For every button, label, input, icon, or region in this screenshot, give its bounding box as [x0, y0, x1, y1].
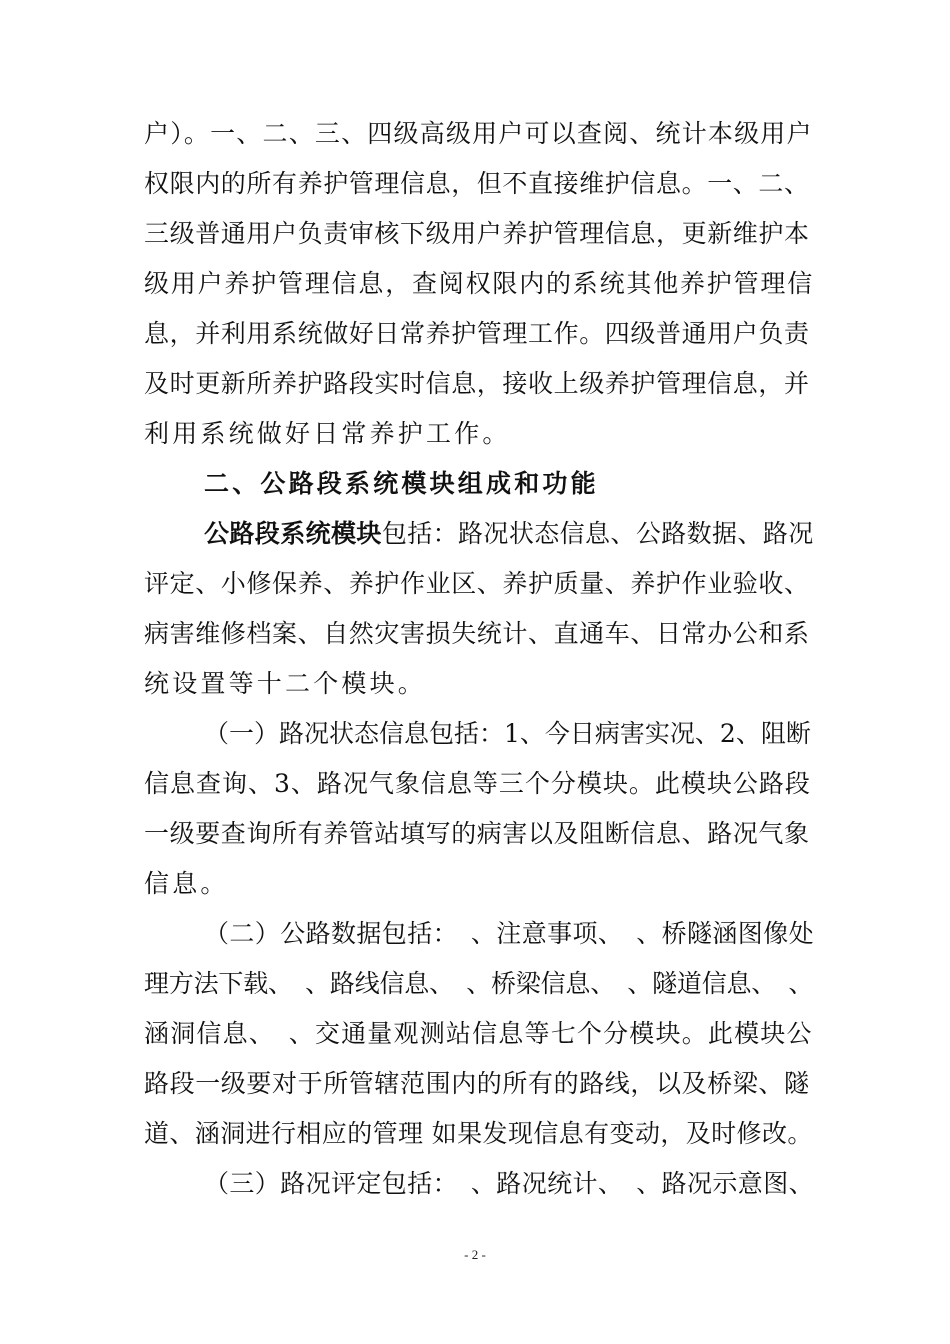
paragraph-line: 病害维修档案、自然灾害损失统计、直通车、日常办公和系 [144, 619, 810, 648]
paragraph-line [204, 514, 814, 554]
paragraph-line: 一级要查询所有养管站填写的病害以及阻断信息、路况气象 [144, 819, 810, 848]
bold-term: 公路段系统模块 [204, 519, 382, 548]
page-number: - 2 - [464, 1247, 486, 1262]
paragraph-text: 包括：路况状态信息、公路数据、路况 [381, 519, 814, 548]
paragraph-line: 利用系统做好日常养护工作。 [144, 419, 511, 448]
paragraph-line: 理方法下载、 、路线信息、 、桥梁信息、 、隧道信息、 、 [144, 969, 814, 998]
paragraph-line: 信息查询、3、路况气象信息等三个分模块。此模块公路段 [144, 769, 811, 798]
paragraph-line: 评定、小修保养、养护作业区、养护质量、养护作业验收、 [144, 569, 810, 598]
paragraph-line: 涵洞信息、 、交通量观测站信息等七个分模块。此模块公 [144, 1019, 813, 1048]
paragraph-line: 息，并利用系统做好日常养护管理工作。四级普通用户负责 [144, 319, 810, 348]
section-heading: 二、公路段系统模块组成和功能 [204, 469, 599, 498]
paragraph-line: 路段一级要对于所管辖范围内的所有的路线，以及桥梁、隧 [144, 1069, 810, 1098]
paragraph-line: 户）。一、二、三、四级高级用户可以查阅、统计本级用户 [144, 119, 813, 148]
paragraph-line: 及时更新所养护路段实时信息，接收上级养护管理信息，并 [144, 369, 810, 398]
paragraph-line: 级用户养护管理信息，查阅权限内的系统其他养护管理信 [144, 269, 815, 298]
paragraph-line: （三）路况评定包括： 、路况统计、 、路况示意图、 [204, 1169, 815, 1198]
paragraph-line: （一）路况状态信息包括：1、今日病害实况、2、阻断 [204, 719, 811, 748]
paragraph-line: 权限内的所有养护管理信息，但不直接维护信息。一、二、 [144, 169, 810, 198]
paragraph-line: 道、涵洞进行相应的管理 如果发现信息有变动，及时修改。 [144, 1119, 813, 1148]
paragraph-line: 三级普通用户负责审核下级用户养护管理信息，更新维护本 [144, 219, 810, 248]
paragraph-line: 信息。 [144, 869, 229, 898]
paragraph-line: （二）公路数据包括： 、注意事项、 、桥隧涵图像处 [204, 919, 815, 948]
paragraph-line: 统设置等十二个模块。 [144, 669, 427, 698]
